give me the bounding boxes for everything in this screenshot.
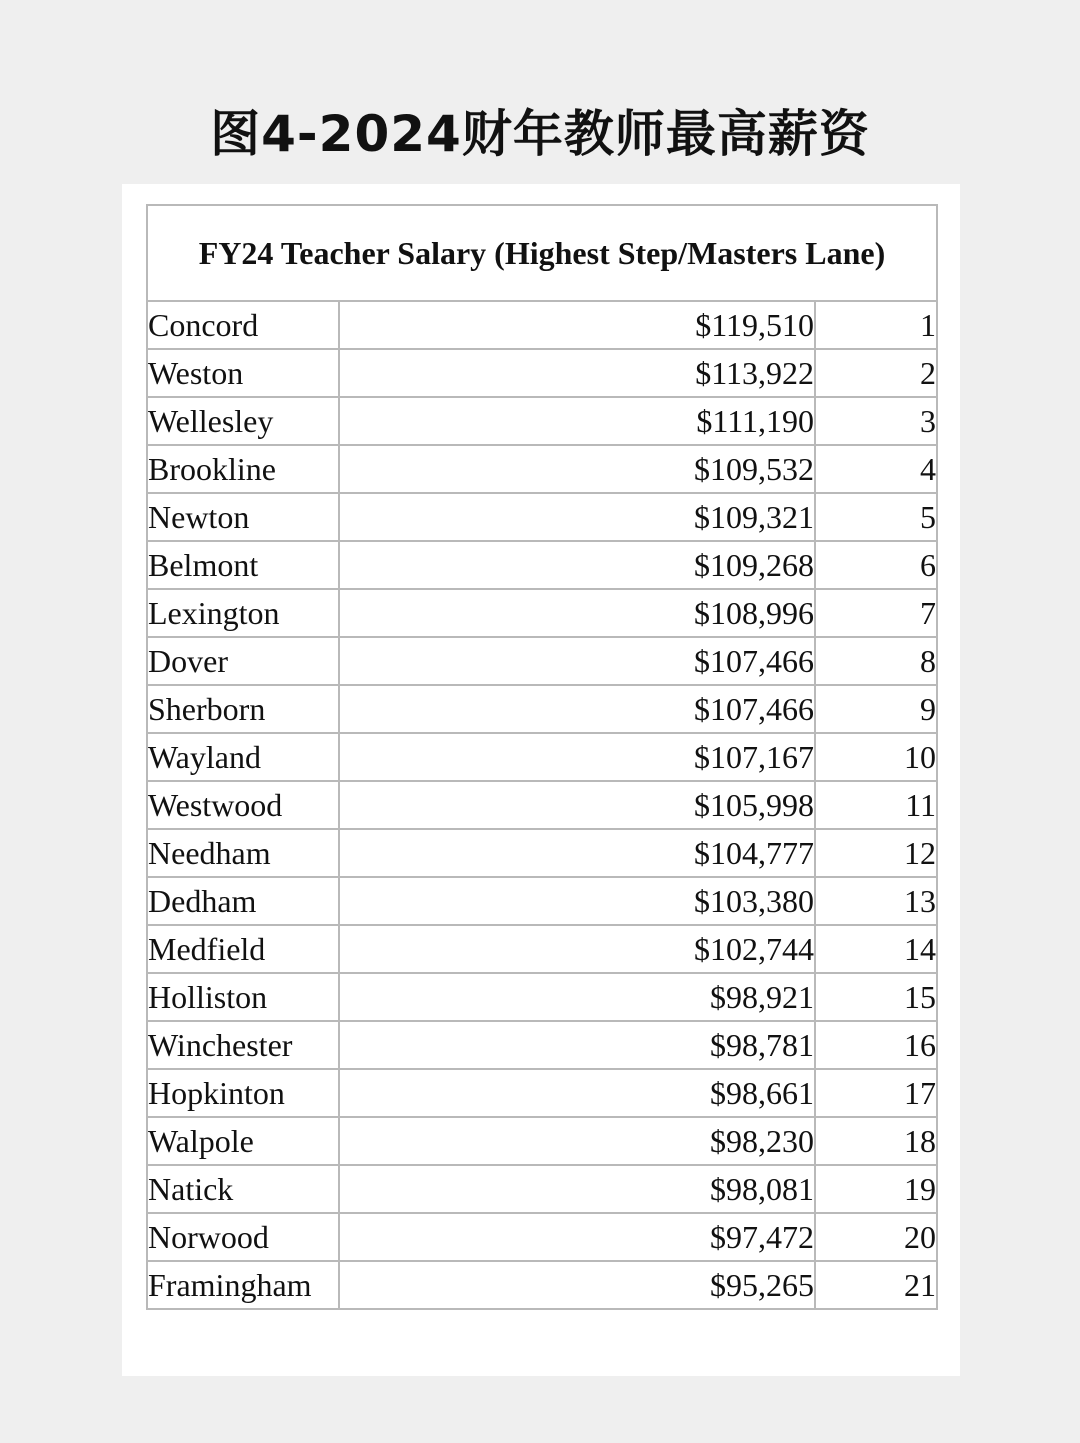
salary-cell: $113,922 [339, 349, 815, 397]
salary-cell: $107,466 [339, 685, 815, 733]
salary-cell: $98,230 [339, 1117, 815, 1165]
rank-cell: 18 [815, 1117, 937, 1165]
salary-cell: $102,744 [339, 925, 815, 973]
table-sheet [122, 184, 960, 1376]
table-row [147, 829, 937, 877]
town-cell: Winchester [147, 1021, 339, 1069]
town-cell: Needham [147, 829, 339, 877]
table-row [147, 685, 937, 733]
rank-cell: 14 [815, 925, 937, 973]
salary-cell: $109,532 [339, 445, 815, 493]
table-caption: FY24 Teacher Salary (Highest Step/Masters Lane) [147, 205, 937, 301]
salary-cell: $98,081 [339, 1165, 815, 1213]
salary-cell: $95,265 [339, 1261, 815, 1309]
salary-cell: $98,661 [339, 1069, 815, 1117]
rank-cell: 21 [815, 1261, 937, 1309]
rank-cell: 5 [815, 493, 937, 541]
table-row [147, 781, 937, 829]
salary-table [146, 204, 938, 1310]
salary-cell: $98,781 [339, 1021, 815, 1069]
table-header-row [147, 205, 937, 301]
salary-cell: $98,921 [339, 973, 815, 1021]
page-title: 图4-2024财年教师最高薪资 [210, 105, 870, 163]
table-row [147, 925, 937, 973]
salary-cell: $119,510 [339, 301, 815, 349]
salary-cell: $107,167 [339, 733, 815, 781]
rank-cell: 20 [815, 1213, 937, 1261]
table-row [147, 541, 937, 589]
table-row [147, 973, 937, 1021]
salary-cell: $109,268 [339, 541, 815, 589]
rank-cell: 12 [815, 829, 937, 877]
table-row [147, 1261, 937, 1309]
table-row [147, 589, 937, 637]
town-cell: Wayland [147, 733, 339, 781]
town-cell: Medfield [147, 925, 339, 973]
rank-cell: 19 [815, 1165, 937, 1213]
salary-cell: $109,321 [339, 493, 815, 541]
town-cell: Belmont [147, 541, 339, 589]
rank-cell: 7 [815, 589, 937, 637]
town-cell: Newton [147, 493, 339, 541]
table-row [147, 1213, 937, 1261]
town-cell: Westwood [147, 781, 339, 829]
salary-cell: $103,380 [339, 877, 815, 925]
table-row [147, 637, 937, 685]
table-row [147, 301, 937, 349]
salary-cell: $107,466 [339, 637, 815, 685]
town-cell: Concord [147, 301, 339, 349]
town-cell: Lexington [147, 589, 339, 637]
table-row [147, 1021, 937, 1069]
table-row [147, 1069, 937, 1117]
salary-cell: $108,996 [339, 589, 815, 637]
rank-cell: 8 [815, 637, 937, 685]
rank-cell: 1 [815, 301, 937, 349]
salary-cell: $111,190 [339, 397, 815, 445]
town-cell: Holliston [147, 973, 339, 1021]
rank-cell: 16 [815, 1021, 937, 1069]
rank-cell: 15 [815, 973, 937, 1021]
town-cell: Norwood [147, 1213, 339, 1261]
rank-cell: 11 [815, 781, 937, 829]
town-cell: Sherborn [147, 685, 339, 733]
town-cell: Wellesley [147, 397, 339, 445]
salary-cell: $104,777 [339, 829, 815, 877]
table-row [147, 1117, 937, 1165]
town-cell: Dedham [147, 877, 339, 925]
table-row [147, 493, 937, 541]
rank-cell: 2 [815, 349, 937, 397]
rank-cell: 13 [815, 877, 937, 925]
table-row [147, 397, 937, 445]
rank-cell: 9 [815, 685, 937, 733]
table-row [147, 733, 937, 781]
town-cell: Framingham [147, 1261, 339, 1309]
table-row [147, 445, 937, 493]
salary-cell: $105,998 [339, 781, 815, 829]
town-cell: Brookline [147, 445, 339, 493]
rank-cell: 10 [815, 733, 937, 781]
rank-cell: 3 [815, 397, 937, 445]
table-row [147, 877, 937, 925]
town-cell: Dover [147, 637, 339, 685]
salary-cell: $97,472 [339, 1213, 815, 1261]
town-cell: Natick [147, 1165, 339, 1213]
rank-cell: 17 [815, 1069, 937, 1117]
table-row [147, 349, 937, 397]
town-cell: Hopkinton [147, 1069, 339, 1117]
town-cell: Walpole [147, 1117, 339, 1165]
table-body [147, 301, 937, 1309]
town-cell: Weston [147, 349, 339, 397]
rank-cell: 6 [815, 541, 937, 589]
table-row [147, 1165, 937, 1213]
rank-cell: 4 [815, 445, 937, 493]
